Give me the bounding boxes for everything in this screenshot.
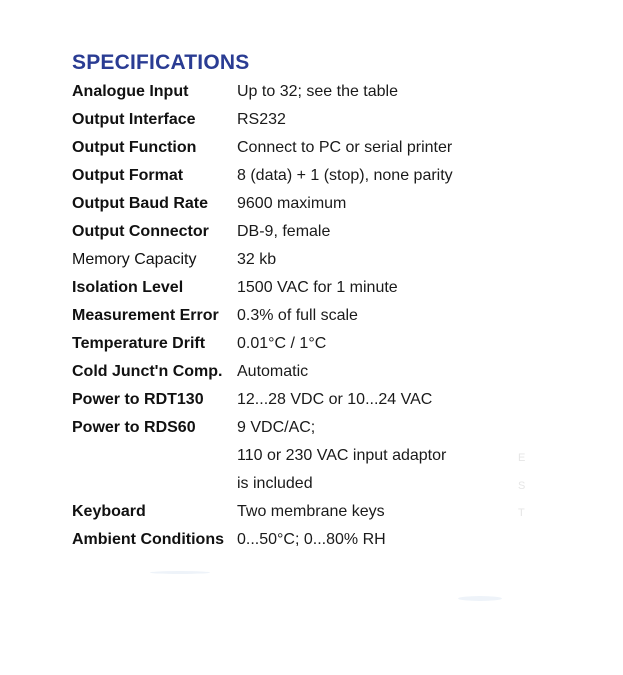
spec-value [237, 358, 453, 386]
spec-value [237, 526, 453, 554]
spec-row [72, 302, 453, 330]
spec-label: Output Format [72, 167, 184, 184]
spec-value-line: 0.3% of full scale [237, 307, 358, 324]
faint-mark: S [518, 480, 526, 492]
section-title: SPECIFICATIONS [72, 51, 250, 74]
spec-label: Output Connector [72, 223, 209, 240]
spec-row [72, 358, 453, 386]
spec-value-line: 12...28 VDC or 10...24 VAC [237, 391, 433, 408]
spec-row [72, 190, 453, 218]
spec-row [72, 274, 453, 302]
spec-label: Power to RDS60 [72, 419, 196, 436]
spec-label: Power to RDT130 [72, 391, 204, 408]
spec-value-line: 9600 maximum [237, 195, 347, 212]
spec-value-line: 32 kb [237, 251, 277, 268]
spec-value [237, 106, 453, 134]
spec-value [237, 162, 453, 190]
spec-label: Cold Junct'n Comp. [72, 363, 223, 380]
spec-value [237, 330, 453, 358]
spec-value-line: is included [237, 475, 313, 492]
specifications-table-body [72, 78, 453, 554]
decorative-smudge [150, 571, 210, 574]
spec-value [237, 246, 453, 274]
spec-row [72, 78, 453, 106]
spec-value-line: Connect to PC or serial printer [237, 139, 453, 156]
spec-row [72, 526, 453, 554]
spec-value [237, 134, 453, 162]
spec-row [72, 162, 453, 190]
spec-row [72, 134, 453, 162]
spec-row [72, 330, 453, 358]
spec-value [237, 386, 453, 414]
spec-label: Output Function [72, 139, 197, 156]
decorative-smudge [458, 596, 502, 601]
spec-value-line: 1500 VAC for 1 minute [237, 279, 398, 296]
spec-label: Output Baud Rate [72, 195, 208, 212]
spec-row [72, 218, 453, 246]
spec-value [237, 190, 453, 218]
specifications-table [72, 78, 453, 554]
spec-label: Isolation Level [72, 279, 184, 296]
spec-value [237, 302, 453, 330]
spec-value-line: 8 (data) + 1 (stop), none parity [237, 167, 453, 184]
spec-value-line: Up to 32; see the table [237, 83, 398, 100]
spec-row [72, 106, 453, 134]
spec-value [237, 274, 453, 302]
spec-value-line: 9 VDC/AC; [237, 419, 316, 436]
spec-value-line: DB-9, female [237, 223, 331, 240]
spec-row [72, 414, 453, 498]
spec-value [237, 498, 453, 526]
spec-label: Keyboard [72, 503, 146, 520]
spec-row [72, 498, 453, 526]
spec-value [237, 78, 453, 106]
spec-value-line: Automatic [237, 363, 309, 380]
specifications-section [72, 50, 453, 554]
spec-label: Ambient Conditions [72, 531, 224, 548]
faint-mark: E [518, 452, 526, 464]
spec-label: Memory Capacity [72, 251, 197, 268]
spec-value-line: RS232 [237, 111, 286, 128]
spec-label: Measurement Error [72, 307, 219, 324]
spec-label: Temperature Drift [72, 335, 206, 352]
spec-row [72, 246, 453, 274]
spec-value [237, 218, 453, 246]
spec-value-line: 0...50°C; 0...80% RH [237, 531, 386, 548]
faint-mark: T [518, 507, 525, 519]
spec-row [72, 386, 453, 414]
spec-value-line: 110 or 230 VAC input adaptor [237, 447, 447, 464]
spec-value-line: 0.01°C / 1°C [237, 335, 327, 352]
spec-value [237, 414, 453, 498]
spec-value-line: Two membrane keys [237, 503, 385, 520]
spec-label: Output Interface [72, 111, 196, 128]
spec-label: Analogue Input [72, 83, 189, 100]
